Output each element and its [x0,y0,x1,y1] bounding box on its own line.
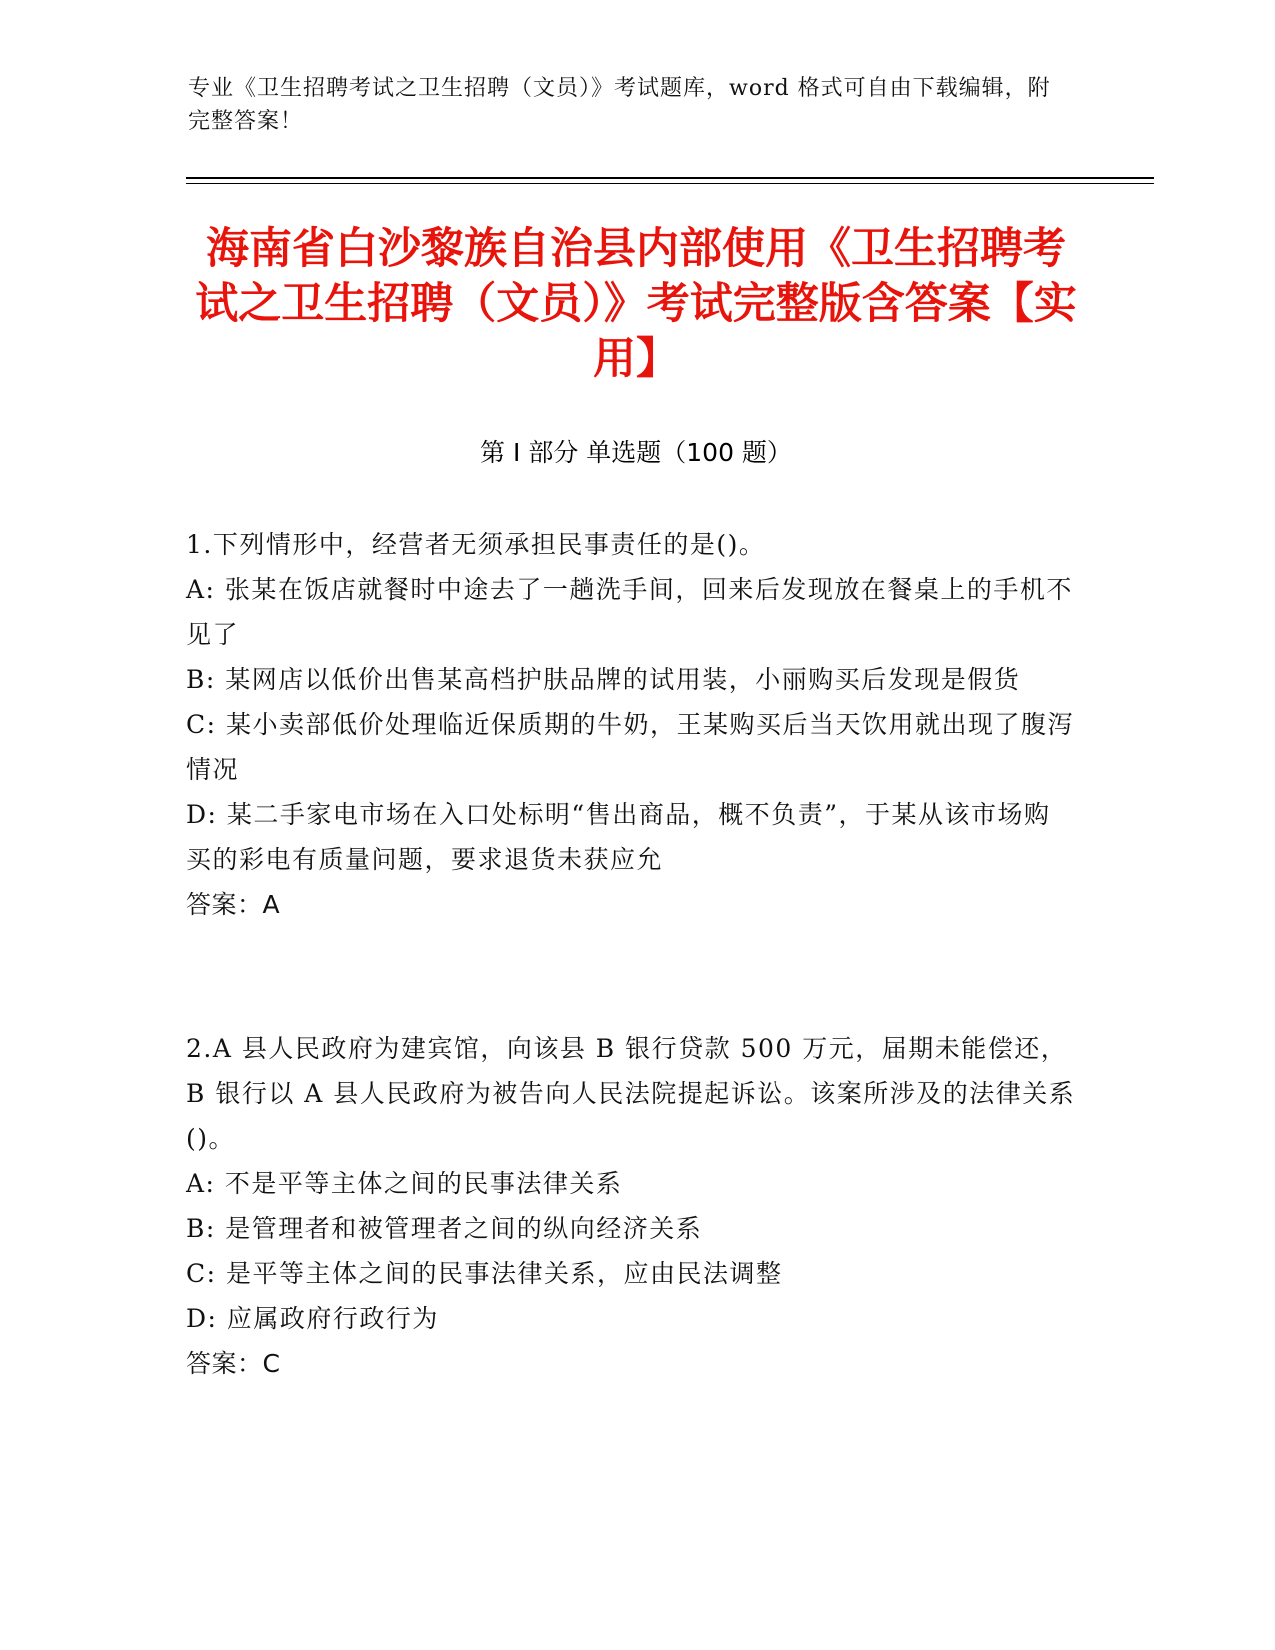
header-note: 专业《卫生招聘考试之卫生招聘（文员）》考试题库，word 格式可自由下载编辑，附完整答案！ [188,76,1051,134]
section-title: 第 I 部分 单选题（100 题） [480,438,792,467]
header-rule-thick [186,177,1154,179]
option-a: A: 不是平等主体之间的民事法律关系 [186,1169,623,1198]
answer: 答案：C [186,1349,281,1378]
option-b: B: 某网店以低价出售某高档护肤品牌的试用装，小丽购买后发现是假货 [186,665,1021,694]
question-stem: 1.下列情形中，经营者无须承担民事责任的是()。 [186,530,766,559]
header-rule-thin [186,183,1154,184]
option-c: C: 是平等主体之间的民事法律关系，应由民法调整 [186,1259,783,1288]
option-b: B: 是管理者和被管理者之间的纵向经济关系 [186,1214,703,1243]
answer: 答案：A [186,890,281,919]
option-d: D: 某二手家电市场在入口处标明“售出商品，概不负责”，于某从该市场购买的彩电有质量问题，要求退货未获应允 [186,800,1051,874]
question-stem: 2.A 县人民政府为建宾馆，向该县 B 银行贷款 500 万元，届期未能偿还，B 银行以 A 县人民政府为被告向人民法院提起诉讼。该案所涉及的法律关系()。 [186,1034,1076,1153]
option-a: A: 张某在饭店就餐时中途去了一趟洗手间，回来后发现放在餐桌上的手机不见了 [186,575,1073,649]
option-c: C: 某小卖部低价处理临近保质期的牛奶，王某购买后当天饮用就出现了腹泻情况 [186,710,1075,784]
document-title: 海南省白沙黎族自治县内部使用《卫生招聘考试之卫生招聘（文员）》考试完整版含答案【实用】 [195,224,1077,384]
question-2 [186,1026,1076,1386]
question-1 [186,522,1076,927]
option-d: D: 应属政府行政行为 [186,1304,439,1333]
